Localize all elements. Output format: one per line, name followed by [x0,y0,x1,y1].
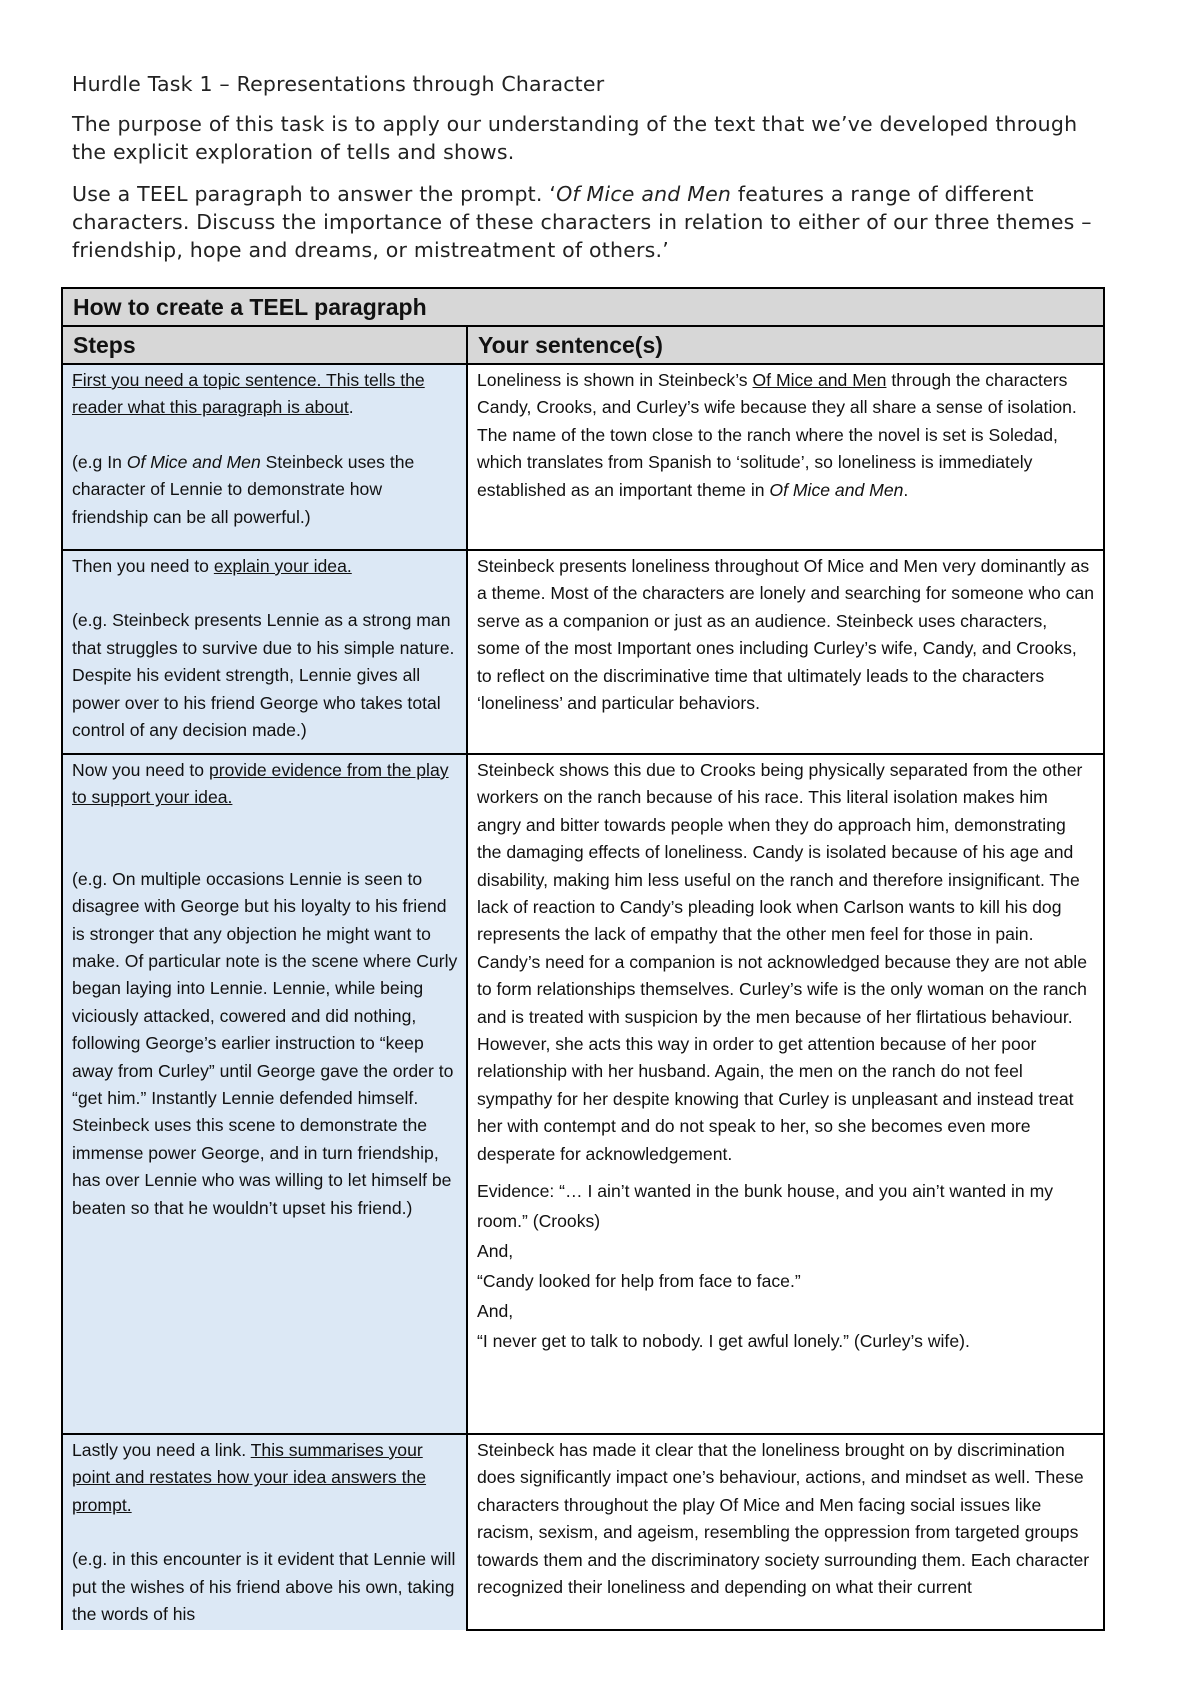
task-purpose: The purpose of this task is to apply our understanding of the text that we’ve developed through the explicit exploration of tells and shows. [72,112,1078,164]
teel-table [61,287,1105,1631]
task-title: Hurdle Task 1 – Representations through Character [72,72,605,96]
step-instruction: provide evidence from the play to support your idea. [72,760,449,808]
step-instruction: This summarises your point and restates how your idea answers the prompt. [72,1440,427,1515]
step-instruction: explain your idea. [213,556,352,576]
step-cell-link: Lastly you need a link. This summarises your point and restates how your idea answers the prompt. (e.g. in this encounter is it evident that Lennie will put the wishes of his friend above his own, taking the words of his [62,1434,467,1630]
prompt-book-title: Of Mice and Men [556,182,732,206]
table-heading: How to create a TEEL paragraph [62,288,1104,326]
evidence-quote-curleys-wife: “I never get to talk to nobody. I get awful lonely.” (Curley’s wife). [477,1331,970,1352]
step-cell-topic: First you need a topic sentence. This tells the reader what this paragraph is about. (e.g In Of Mice and Men Steinbeck uses the character of Lennie to demonstrate how friendship can be all powerful.) [62,364,467,550]
step-example: (e.g. Steinbeck presents Lennie as a strong man that struggles to survive due to his simple nature. Despite his evident strength, Lennie gives all power over to his friend George who takes total control of any decision made.) [72,610,455,741]
evidence-paragraph: Steinbeck shows this due to Crooks being physically separated from the other workers on the ranch because of his race. This literal isolation makes him angry and bitter towards people when they do approach him, demonstrating the damaging effects of loneliness. Candy is isolated because of his age and disability, making him less useful on the ranch and therefore insignificant. The lack of reaction to Candy’s pleading look when Carlson wants to kill his dog represents the lack of empathy that the other men feel for those in pain. Candy’s need for a companion is not acknowledged because they are not able to form relationships themselves. Curley’s wife is the only woman on the ranch and is treated with suspicion by the men because of her flirtatious behaviour. However, she acts this way in order to get attention because of her poor relationship with her husband. Again, the men on the ranch do not feel sympathy for her despite knowing that Curley is unpleasant and instead treat her with contempt and do not speak to her, so she becomes even more desperate for acknowledgement. [477,760,1087,1164]
column-header-sentences: Your sentence(s) [467,326,1104,364]
step-cell-explain: Then you need to explain your idea. (e.g. Steinbeck presents Lennie as a strong man that struggles to survive due to his simple nature. Despite his evident strength, Lennie gives all power over to his friend George who takes total control of any decision made.) [62,550,467,754]
step-instruction: First you need a topic sentence. This tells the reader what this paragraph is about [72,370,425,418]
table-row-topic [62,364,1104,550]
sentence-cell-topic: Loneliness is shown in Steinbeck’s Of Mice and Men through the characters Candy, Crooks, and Curley’s wife because they all share a sense of isolation. The name of the town close to the ranch where the novel is set is Soledad, which translates from Spanish to ‘solitude’, so loneliness is immediately established as an important theme in Of Mice and Men. [467,364,1104,550]
step-example: (e.g. On multiple occasions Lennie is seen to disagree with George but his loyalty to his friend is stronger that any objection he might want to make. Of particular note is the scene where Curly began laying into Lennie. Lennie, while being viciously attacked, cowered and did nothing, following George’s earlier instruction to “keep away from Curley” until George gave the order to “get him.” Instantly Lennie defended himself. Steinbeck uses this scene to demonstrate the immense power George, and in turn friendship, has over Lennie who was willing to let himself be beaten so that he wouldn’t upset his friend.) [72,868,458,1218]
teel-table-wrapper [61,287,1103,1631]
table-row-link [62,1434,1104,1630]
evidence-quote-candy: “Candy looked for help from face to face.” [477,1271,801,1292]
sentence-cell-evidence [467,754,1104,1434]
sentence-cell-link: Steinbeck has made it clear that the loneliness brought on by discrimination does significantly impact one’s behaviour, actions, and mindset as well. These characters throughout the play Of Mice and Men facing social issues like racism, sexism, and ageism, resembling the oppression from targeted groups towards them and the discriminatory society surrounding them. Each character recognized their loneliness and depending on what their current [467,1434,1104,1630]
step-example: (e.g In Of Mice and Men Steinbeck uses the character of Lennie to demonstrate how friendship can be all powerful.) [72,451,415,527]
sentence-cell-explain: Steinbeck presents loneliness throughout Of Mice and Men very dominantly as a theme. Most of the characters are lonely and searching for someone who can serve as a companion or just as an audience. Steinbeck uses characters, some of the most Important ones including Curley’s wife, Candy, and Crooks, to reflect on the discriminative time that ultimately leads to the characters ‘loneliness’ and particular behaviors. [467,550,1104,754]
evidence-quotes: Evidence: “… I ain’t wanted in the bunk house, and you ain’t wanted in my room.” (Crooks) And, “Candy looked for help from face to face.” And, “I never get to talk to nobody. I get awful lonely.” (Curley’s wife). [477,1176,1095,1356]
column-header-steps: Steps [62,326,467,364]
task-prompt: Use a TEEL paragraph to answer the prompt. ‘Of Mice and Men features a range of different characters. Discuss the importance of these characters in relation to either of our three themes – friendship, hope and dreams, or mistreatment of others.’ [72,182,1092,262]
step-example: (e.g. in this encounter is it evident that Lennie will put the wishes of his friend above his own, taking the words of his [72,1549,456,1625]
evidence-quote-crooks: Evidence: “… I ain’t wanted in the bunk house, and you ain’t wanted in my room.” (Crooks) [477,1181,1054,1232]
table-row-evidence [62,754,1104,1434]
step-cell-evidence: Now you need to provide evidence from the play to support your idea. (e.g. On multiple occasions Lennie is seen to disagree with George but his loyalty to his friend is stronger that any objection he might want to make. Of particular note is the scene where Curly began laying into Lennie. Lennie, while being viciously attacked, cowered and did nothing, following George’s earlier instruction to “keep away from Curley” until George gave the order to “get him.” Instantly Lennie defended himself. Steinbeck uses this scene to demonstrate the immense power George, and in turn friendship, has over Lennie who was willing to let himself be beaten so that he wouldn’t upset his friend.) [62,754,467,1434]
intro-section [72,70,1112,278]
table-row-explain [62,550,1104,754]
